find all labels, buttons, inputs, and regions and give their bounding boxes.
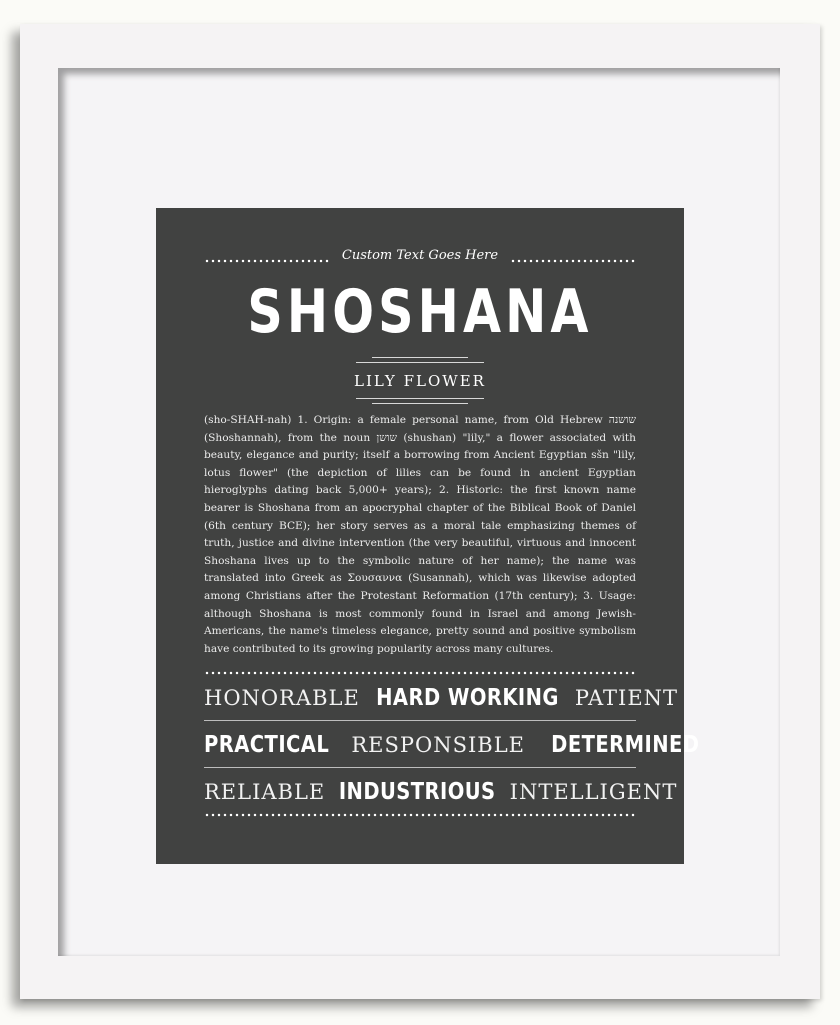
rule-bottom-1 bbox=[356, 398, 484, 399]
trait: INTELLIGENT bbox=[509, 780, 678, 804]
rule-bottom-2 bbox=[372, 403, 468, 404]
name-definition: (sho-SHAH-nah) 1. Origin: a female personal name, from Old Hebrew שושנה (Shoshannah), from the noun שושן (shushan) "lily," a flower associated with beauty, elegance and purity; itself a borrowing from Ancient Egyptian sšn "lily, lotus flower" (the depiction of lilies can be found in ancient Egyptian hieroglyphs dating back 5,000+ years); 2. Historic: the first known name bearer is Shoshana from an apocryphal chapter of the Biblical Book of Daniel (6th century BCE); her story serves as a moral tale emphasizing themes of truth, justice and divine intervention (the very beautiful, virtuous and innocent Shoshana lives up to the symbolic nature of her name); the name was translated into Greek as Σουσαννα (Susannah), which was likewise adopted among Christians after the Protestant Reformation (17th century); 3. Usage: although Shoshana is most commonly found in Israel and among Jewish-Americans, the name's timeless elegance, pretty sound and positive symbolism have contributed to its growing popularity across many cultures. bbox=[204, 414, 637, 655]
trait: HARD WORKING bbox=[375, 685, 559, 711]
custom-text: Custom Text Goes Here bbox=[341, 248, 499, 263]
dotted-divider-traits-bottom bbox=[204, 812, 636, 818]
name-title: SHOSHANA bbox=[247, 277, 593, 347]
rule-top-1 bbox=[372, 357, 468, 358]
dotted-divider-traits-top bbox=[204, 670, 636, 676]
dotted-divider-right bbox=[510, 258, 636, 264]
name-meaning: LILY FLOWER bbox=[354, 372, 486, 390]
traits-rule-2 bbox=[204, 767, 636, 768]
trait: INDUSTRIOUS bbox=[339, 779, 496, 805]
picture-frame bbox=[20, 24, 820, 999]
trait: HONORABLE bbox=[204, 686, 360, 710]
trait: PATIENT bbox=[574, 686, 679, 710]
dotted-divider-left bbox=[204, 258, 330, 264]
trait: DETERMINED bbox=[551, 732, 700, 758]
trait: RELIABLE bbox=[204, 780, 326, 804]
trait: PRACTICAL bbox=[204, 732, 330, 758]
traits-rule-1 bbox=[204, 720, 636, 721]
trait: RESPONSIBLE bbox=[351, 733, 525, 757]
traits-row-2 bbox=[204, 725, 700, 765]
custom-text-row bbox=[204, 248, 636, 270]
name-print bbox=[156, 208, 700, 864]
frame-mat bbox=[58, 68, 780, 956]
traits-row-1 bbox=[204, 678, 679, 718]
traits-row-3 bbox=[204, 772, 678, 812]
rule-top-2 bbox=[356, 362, 484, 363]
